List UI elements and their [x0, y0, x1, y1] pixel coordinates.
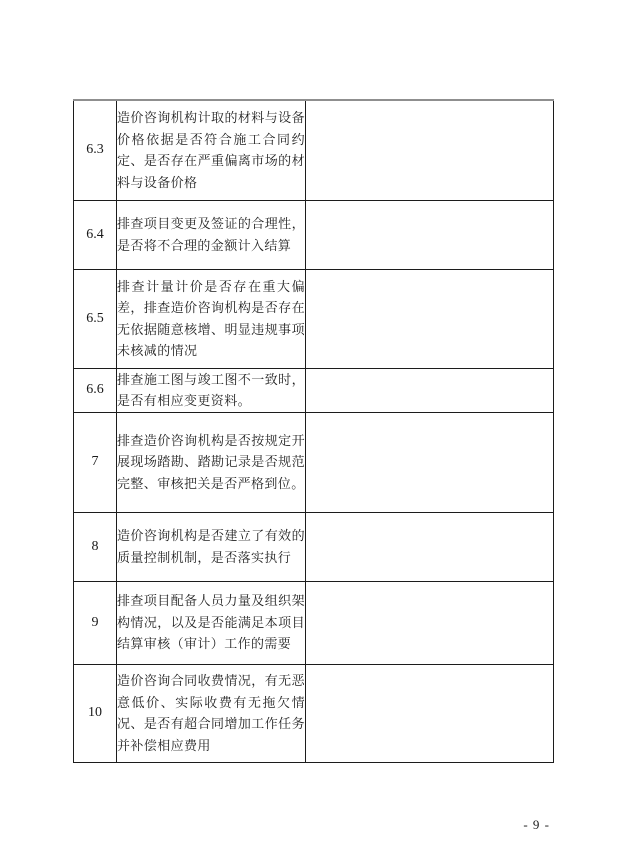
row-description: 排查项目配备人员力量及组织架构情况，以及是否能满足本项目结算审核（审计）工作的需要 — [117, 581, 306, 664]
row-number: 6.4 — [74, 200, 117, 269]
page-number: - 9 - — [523, 817, 550, 832]
checklist-table — [73, 99, 554, 763]
row-result-cell — [306, 664, 554, 762]
row-number: 10 — [74, 664, 117, 762]
row-number: 6.5 — [74, 269, 117, 368]
row-description: 造价咨询机构是否建立了有效的质量控制机制，是否落实执行 — [117, 512, 306, 581]
row-description: 造价咨询合同收费情况，有无恶意低价、实际收费有无拖欠情况、是否有超合同增加工作任务并补偿相应费用 — [117, 664, 306, 762]
row-description: 造价咨询机构计取的材料与设备价格依据是否符合施工合同约定、是否存在严重偏离市场的材料与设备价格 — [117, 100, 306, 200]
row-description: 排查施工图与竣工图不一致时，是否有相应变更资料。 — [117, 368, 306, 412]
table-row — [74, 664, 554, 762]
table-row — [74, 512, 554, 581]
row-result-cell — [306, 200, 554, 269]
row-description: 排查造价咨询机构是否按规定开展现场踏勘、踏勘记录是否规范完整、审核把关是否严格到位。 — [117, 412, 306, 512]
row-number: 6.3 — [74, 100, 117, 200]
row-result-cell — [306, 100, 554, 200]
row-description: 排查项目变更及签证的合理性，是否将不合理的金额计入结算 — [117, 200, 306, 269]
table-row — [74, 200, 554, 269]
row-number: 8 — [74, 512, 117, 581]
row-result-cell — [306, 368, 554, 412]
table-row — [74, 412, 554, 512]
row-number: 6.6 — [74, 368, 117, 412]
table-row — [74, 100, 554, 200]
row-result-cell — [306, 581, 554, 664]
row-number: 9 — [74, 581, 117, 664]
table-row — [74, 581, 554, 664]
table-row — [74, 269, 554, 368]
row-result-cell — [306, 269, 554, 368]
row-result-cell — [306, 412, 554, 512]
row-description: 排查计量计价是否存在重大偏差，排查造价咨询机构是否存在无依据随意核增、明显违规事项未核减的情况 — [117, 269, 306, 368]
row-result-cell — [306, 512, 554, 581]
row-number: 7 — [74, 412, 117, 512]
table-row — [74, 368, 554, 412]
